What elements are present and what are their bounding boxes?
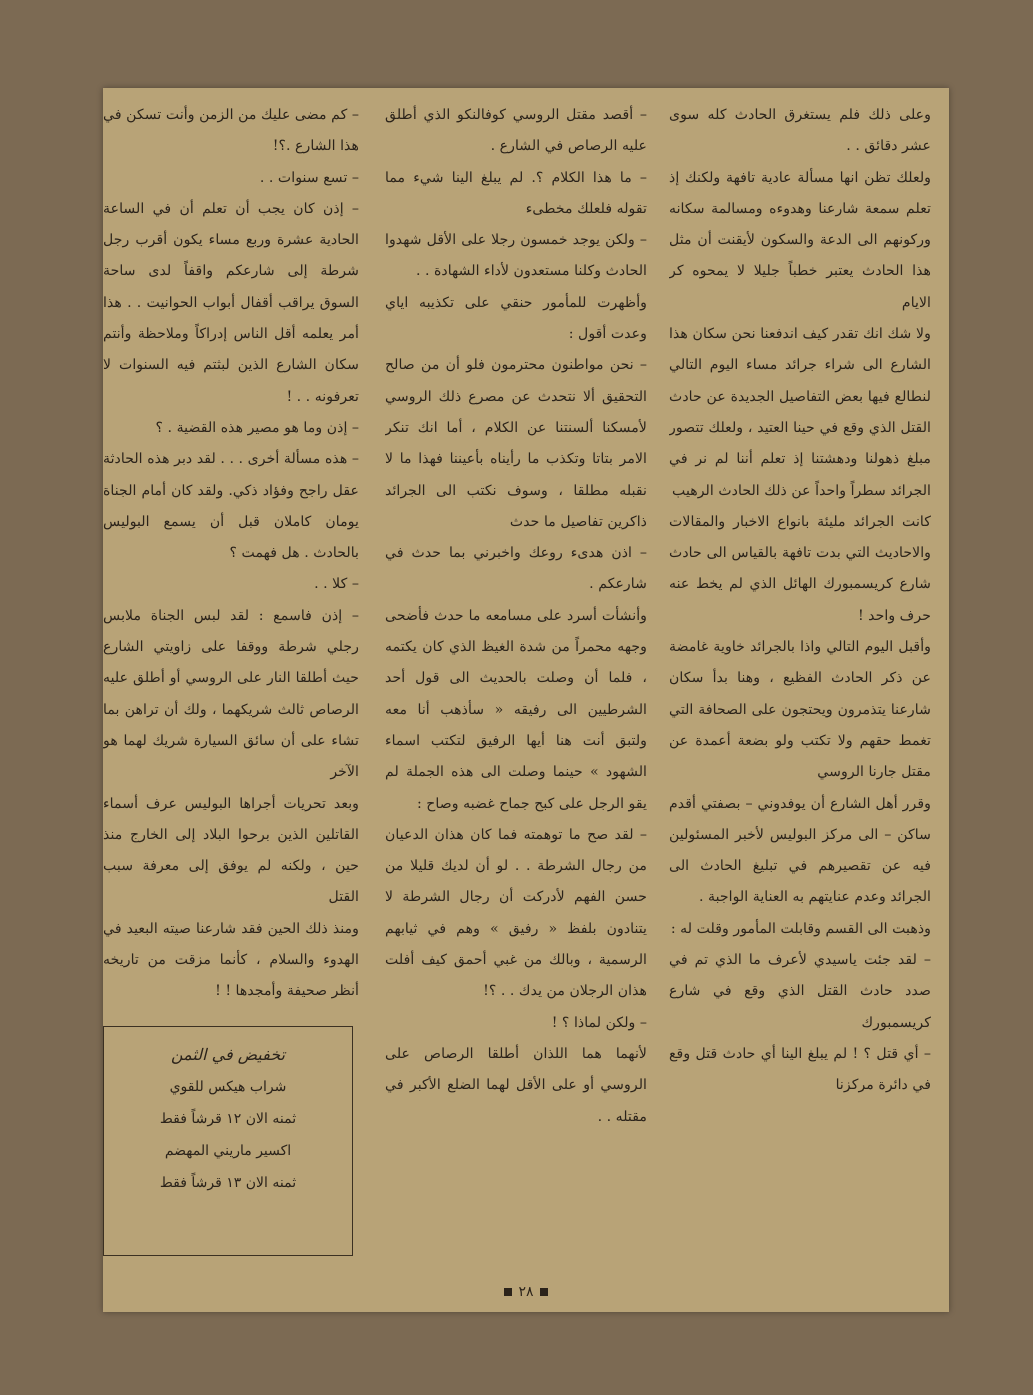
magazine-page [103, 88, 949, 1312]
paragraph: وأظهرت للمأمور حنقي على تكذيبه اياي وعدت أقول : [385, 294, 647, 343]
page-footer [103, 1284, 949, 1300]
text-column-middle [385, 100, 647, 1280]
paragraph: – هذه مسألة أخرى . . . لقد دبر هذه الحادثة عقل راجح وفؤاد ذكي. ولقد كان أمام الجناة يومان كاملان قبل أن يسمع البوليس بالحادث . هل فهمت ؟ [103, 451, 359, 562]
left-column-text [103, 100, 359, 1020]
paragraph: وذهبت الى القسم وقابلت المأمور وقلت له : [670, 920, 931, 937]
paragraph: – إذن فاسمع : لقد لبس الجناة ملابس رجلي شرطة ووقفا على زاويتي الشارع حيث أطلقا النار على الروسي أو أطلق عليه الرصاص ثالث شريكهما ، ولك أن تراهن بما تشاء على أن سائق السيارة شريك لهما هو الآخر [103, 607, 359, 781]
paragraph: لأنهما هما اللذان أطلقا الرصاص على الروسي أو على الأقل لهما الضلع الأكبر في مقتله . . [385, 1045, 647, 1125]
paragraph: – كلا . . [314, 576, 359, 593]
paragraph: – لقد صح ما توهمته فما كان هذان الدعيان من رجال الشرطة . . لو أن لديك قليلا من حسن الفهم لأدركت أن رجال الشرطة لا يتنادون بلفظ « رفيق » وهم في ثيابهم الرسمية ، وبالك من غبي أحمق كيف أفلت هذان الرجلان من يدك . . ؟! [385, 826, 647, 1000]
paragraph: كانت الجرائد مليئة بانواع الاخبار والمقالات والاحاديث التي بدت تافهة بالقياس الى حادث شارع كريسمبورك الهائل الذي لم يخط عنه حرف واحد ! [669, 513, 931, 624]
paragraph: – تسع سنوات . . [259, 169, 359, 186]
paragraph: – إذن وما هو مصير هذه القضية . ؟ [155, 419, 359, 436]
ad-line: ثمنه الان ١٣ قرشاً فقط [159, 1175, 297, 1191]
paragraph: وبعد تحريات أجراها البوليس عرف أسماء القاتلين الذين برحوا البلاد إلى الخارج منذ حين ، ولكنه لم يوفق إلى معرفة سبب القتل [103, 795, 359, 906]
page-number: ٢٨ [518, 1284, 534, 1300]
paragraph: – ولكن لماذا ؟ ! [551, 1014, 647, 1031]
square-ornament-icon [504, 1288, 512, 1296]
paragraph: – أقصد مقتل الروسي كوفالنكو الذي أطلق عليه الرصاص في الشارع . [385, 107, 647, 155]
advertisement-box [103, 1026, 353, 1256]
paragraph: ولا شك انك تقدر كيف اندفعنا نحن سكان هذا الشارع الى شراء جرائد مساء اليوم التالي لنطالع فيها بعض التفاصيل الجديدة عن حادث القتل الذي وقع في حينا العتيد ، ولعلك تتصور مبلغ ذهولنا ودهشتنا إذ تعلم أننا لم نر في الجرائد سطراً واحداً عن ذلك الحادث الرهيب [669, 326, 931, 499]
ad-line: شراب هيكس للقوي [169, 1079, 287, 1095]
paragraph: – اذن هدىء روعك واخبرني بما حدث في شارعكم . [385, 545, 647, 593]
ad-title: تخفيض في الثمن [170, 1045, 286, 1064]
text-column-right [669, 100, 931, 1280]
paragraph: وقرر أهل الشارع أن يوفدوني – بصفتي أقدم ساكن – الى مركز البوليس لأخبر المسئولين فيه عن تقصيرهم في تبليغ الحادث الى الجرائد وعدم عنايتهم به العناية الواجبة . [669, 795, 931, 906]
paragraph: – أي قتل ؟ ! لم يبلغ الينا أي حادث قتل وقع في دائرة مركزنا [669, 1045, 931, 1094]
paragraph: وعلى ذلك فلم يستغرق الحادث كله سوى عشر دقائق . . [669, 107, 931, 155]
paragraph: ومنذ ذلك الحين فقد شارعنا صيته البعيد في الهدوء والسلام ، كأنما مزقت من تاريخه أنظر صحيفة وأمجدها ! ! [103, 920, 359, 1000]
paragraph: ولعلك تظن انها مسألة عادية تافهة ولكنك إذ تعلم سمعة شارعنا وهدوءه ومسالمة سكانه وركونهم الى الدعة والسكون لأيقنت أن مثل هذا الحادث يعتبر خطباً جليلا لا يمحوه كر الايام [669, 169, 931, 311]
paragraph: – ولكن يوجد خمسون رجلا على الأقل شهدوا الحادث وكلنا مستعدون لأداء الشهادة . . [385, 232, 647, 280]
ad-line: ثمنه الان ١٢ قرشاً فقط [159, 1111, 297, 1127]
paragraph: – نحن مواطنون محترمون فلو أن من صالح التحقيق ألا نتحدث عن مصرع ذلك الروسي لأمسكنا ألسنتنا عن الكلام ، أما انك تنكر الامر بتاتا وتكذب ما رأيناه بأعيننا فهذا ما لا نقبله مطلقا ، وسوف نكتب الى الجرائد ذاكرين تفاصيل ما حدث [385, 357, 647, 530]
paragraph: وأنشأت أسرد على مسامعه ما حدث فأضحى وجهه محمراً من شدة الغيظ الذي كان يكتمه ، فلما أن وصلت بالحديث الى قول أحد الشرطيين الى رفيقه « سأذهب أنا معه ولتبق أنت هنا أيها الرفيق لتكتب اسماء الشهود » حينما وصلت الى هذه الجملة لم يقو الرجل على كبح جماح غضبه وصاح : [385, 607, 647, 812]
square-ornament-icon [540, 1288, 548, 1296]
paragraph: وأقبل اليوم التالي واذا بالجرائد خاوية غامضة عن ذكر الحادث الفظيع ، وهنا بدأ سكان شارعنا يتذمرون ويحتجون على الصحافة التي تغمط حقهم ولا تكتب ولو بضعة أعمدة عن مقتل جارنا الروسي [669, 639, 931, 781]
paragraph: – ما هذا الكلام ؟. لم يبلغ الينا شيء مما تقوله فلعلك مخطىء [385, 169, 647, 217]
paragraph: – كم مضى عليك من الزمن وأنت تسكن في هذا الشارع .؟! [103, 107, 359, 155]
paragraph: – إذن كان يجب أن تعلم أن في الساعة الحادية عشرة وربع مساء يكون أقرب رجل شرطة إلى شارعكم واقفاً لدى ساحة السوق يراقب أقفال أبواب الحوانيت . . هذا أمر يعلمه أقل الناس إدراكاً وملاحظة وأنتم سكان الشارع الذين لبثتم فيه السنوات لا تعرفونه . . ! [103, 200, 359, 405]
paragraph: – لقد جئت ياسيدي لأعرف ما الذي تم في صدد حادث القتل الذي وقع في شارع كريسمبورك [669, 952, 931, 1031]
ad-line: اكسير ماريني المهضم [164, 1143, 292, 1159]
